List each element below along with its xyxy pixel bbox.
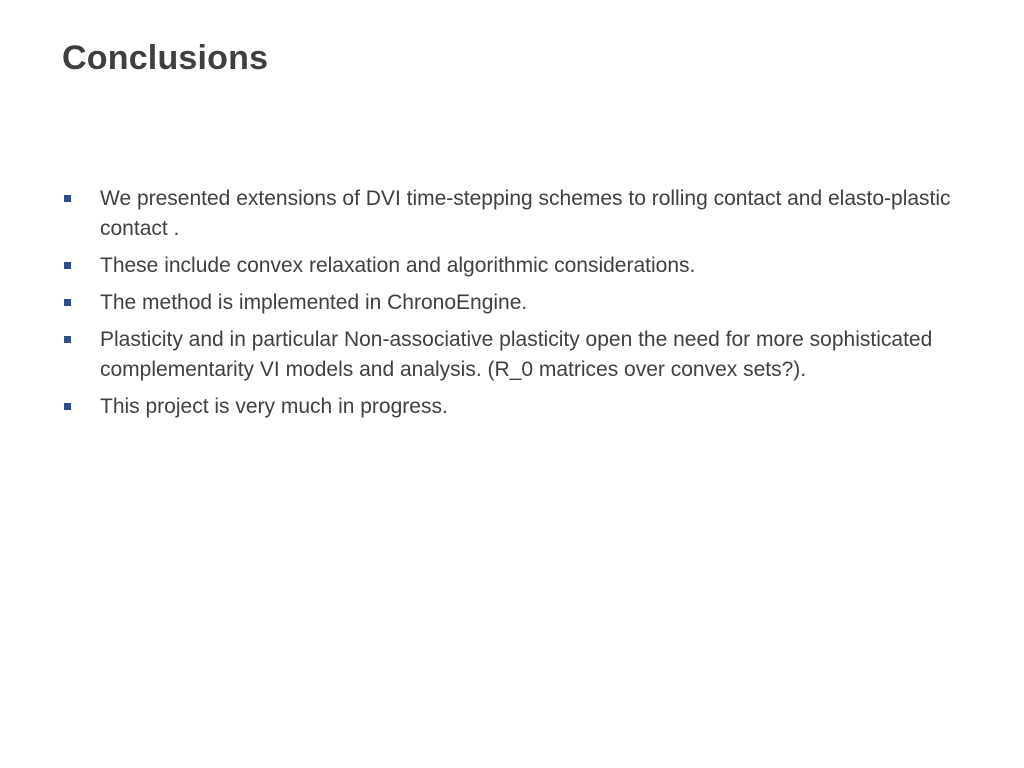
list-item <box>62 392 962 422</box>
square-bullet-icon <box>64 299 71 306</box>
bullet-text: This project is very much in progress. <box>100 395 448 418</box>
square-bullet-icon <box>64 195 71 202</box>
bullet-text: Plasticity and in particular Non-associative plasticity open the need for more sophisticated complementarity VI models and analysis. (R_0 matrices over convex sets?). <box>100 328 933 381</box>
square-bullet-icon <box>64 403 71 410</box>
square-bullet-icon <box>64 336 71 343</box>
square-bullet-icon <box>64 262 71 269</box>
bullet-text: These include convex relaxation and algorithmic considerations. <box>100 254 696 277</box>
slide-title: Conclusions <box>62 39 269 77</box>
list-item <box>62 288 962 318</box>
list-item <box>62 251 962 281</box>
bullet-text: The method is implemented in ChronoEngine. <box>100 291 528 314</box>
bullet-text: We presented extensions of DVI time-stepping schemes to rolling contact and elasto-plastic contact . <box>100 187 951 240</box>
bullet-list <box>62 184 962 429</box>
list-item <box>62 184 962 244</box>
list-item <box>62 325 962 385</box>
